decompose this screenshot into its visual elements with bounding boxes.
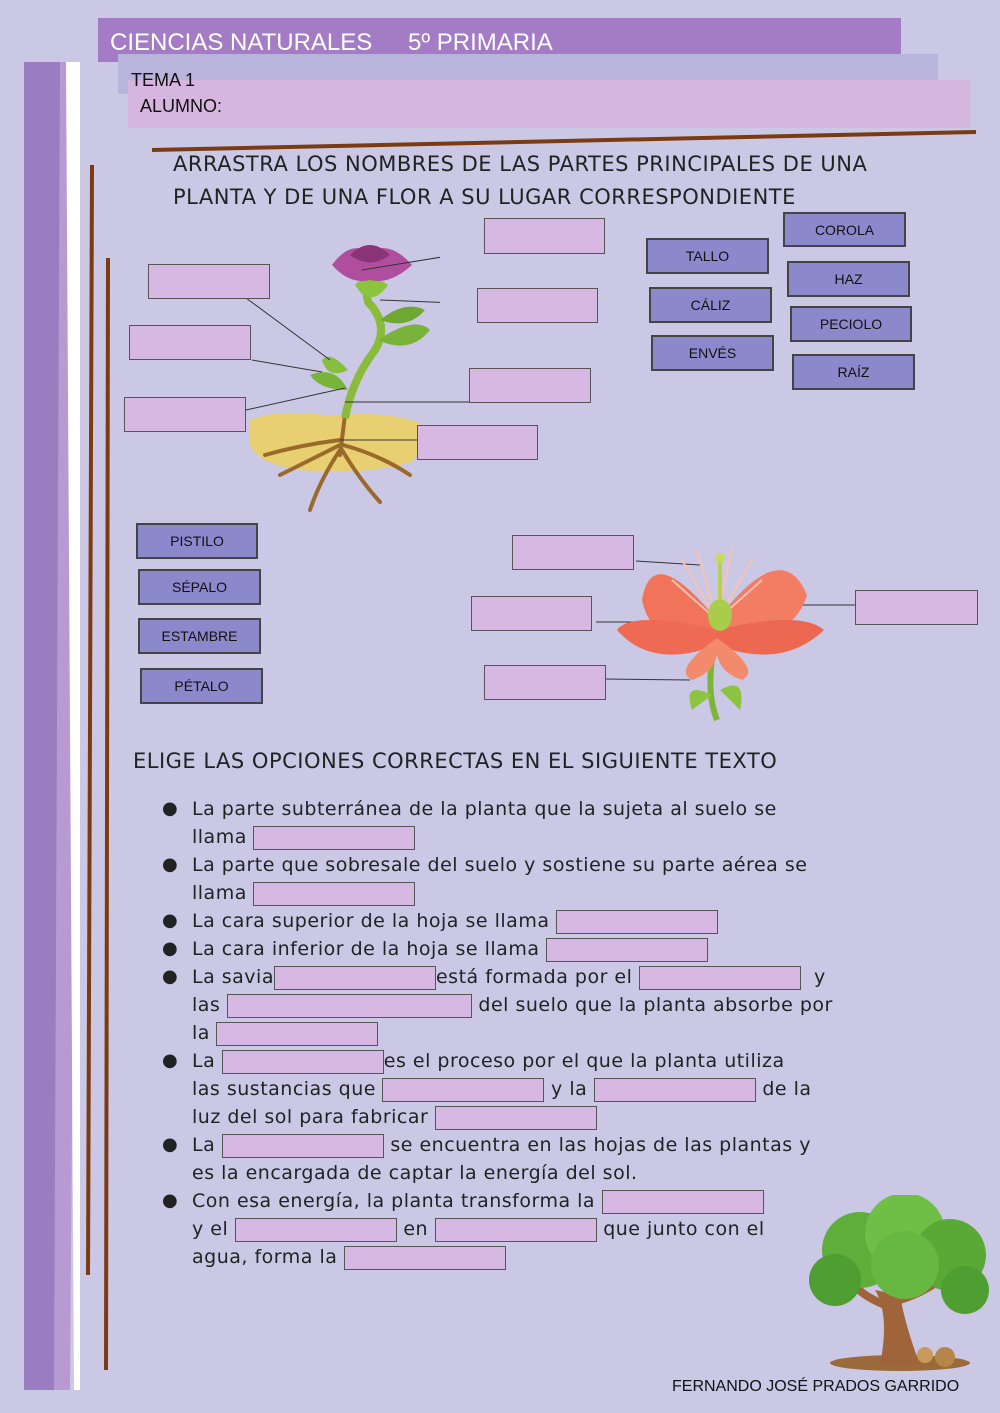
author-name: FERNANDO JOSÉ PRADOS GARRIDO (672, 1378, 960, 1395)
chip-raiz[interactable]: RAÍZ (792, 354, 915, 390)
blank-savia-bruta-2[interactable] (602, 1190, 764, 1214)
blank-fotosintesis[interactable] (222, 1050, 384, 1074)
tree-illustration (805, 1195, 995, 1375)
chip-enves[interactable]: ENVÉS (651, 335, 774, 371)
grade-title: 5º PRIMARIA (408, 29, 553, 56)
blank-raiz-2[interactable] (216, 1022, 378, 1046)
flower-dropbox-sepalo[interactable] (484, 665, 606, 700)
chip-sepalo[interactable]: SÉPALO (138, 569, 261, 605)
subject-title: CIENCIAS NATURALES (110, 29, 373, 56)
fill-in-list (162, 795, 892, 1271)
blank-absorbe[interactable] (382, 1078, 544, 1102)
blank-alimento[interactable] (435, 1106, 597, 1130)
chip-haz[interactable]: HAZ (787, 261, 910, 297)
plant-dropbox-tallo[interactable] (469, 368, 591, 403)
blank-tallo[interactable] (253, 882, 415, 906)
chip-corola[interactable]: COROLA (783, 212, 906, 247)
list-item: ● Con esa energía, la planta transforma la y el en que junto con el agua, forma la (162, 1190, 765, 1268)
chip-caliz[interactable]: CÁLIZ (649, 287, 772, 323)
blank-savia-elaborada[interactable] (344, 1246, 506, 1270)
chip-estambre[interactable]: ESTAMBRE (138, 618, 261, 654)
list-item: ● La savia está formada por el y las del suelo que la planta absorbe por la (162, 966, 833, 1044)
plant-dropbox-haz[interactable] (148, 264, 270, 299)
chip-petalo[interactable]: PÉTALO (140, 668, 263, 704)
blank-savia-bruta[interactable] (274, 966, 436, 990)
plant-dropbox-raiz[interactable] (417, 425, 538, 460)
list-item: ● La cara inferior de la hoja se llama (192, 935, 892, 963)
blank-sales-minerales[interactable] (227, 994, 472, 1018)
flower-dropbox-pistilo[interactable] (471, 596, 592, 631)
plant-dropbox-corola[interactable] (484, 218, 605, 254)
blank-azucares[interactable] (435, 1218, 597, 1242)
blank-raiz[interactable] (253, 826, 415, 850)
instruction-1-line2: PLANTA Y DE UNA FLOR A SU LUGAR CORRESPONDIENTE (173, 185, 796, 209)
flower-dropbox-petalo[interactable] (855, 590, 978, 625)
flower-dropbox-estambre[interactable] (512, 535, 634, 570)
chip-peciolo[interactable]: PECIOLO (790, 306, 912, 342)
instruction-1-line1: ARRASTRA LOS NOMBRES DE LAS PARTES PRINCIPALES DE UNA (173, 152, 868, 176)
plant-dropbox-peciolo[interactable] (124, 397, 246, 432)
instruction-2: ELIGE LAS OPCIONES CORRECTAS EN EL SIGUIENTE TEXTO (133, 749, 778, 773)
chip-pistilo[interactable]: PISTILO (136, 523, 258, 559)
plant-dropbox-enves[interactable] (129, 325, 251, 360)
topic-label: TEMA 1 (131, 70, 196, 90)
blank-clorofila[interactable] (222, 1134, 384, 1158)
chip-tallo[interactable]: TALLO (646, 238, 769, 274)
blank-enves[interactable] (546, 938, 708, 962)
blank-haz[interactable] (556, 910, 718, 934)
list-item: ● La parte subterránea de la planta que la sujeta al suelo se llama (162, 798, 777, 848)
blank-dioxido[interactable] (235, 1218, 397, 1242)
blank-agua[interactable] (639, 966, 801, 990)
student-label: ALUMNO: (140, 96, 223, 116)
list-item: ● La se encuentra en las hojas de las plantas y es la encargada de captar la energía del sol. (162, 1134, 811, 1184)
list-item: ● La es el proceso por el que la planta utiliza las sustancias que y la de la luz del sol para fabricar (162, 1050, 812, 1128)
blank-energia[interactable] (594, 1078, 756, 1102)
plant-dropbox-caliz[interactable] (477, 288, 598, 323)
list-item: ● La cara superior de la hoja se llama (192, 907, 892, 935)
flower-illustration (612, 520, 832, 725)
list-item: ● La parte que sobresale del suelo y sostiene su parte aérea se llama (162, 854, 808, 904)
